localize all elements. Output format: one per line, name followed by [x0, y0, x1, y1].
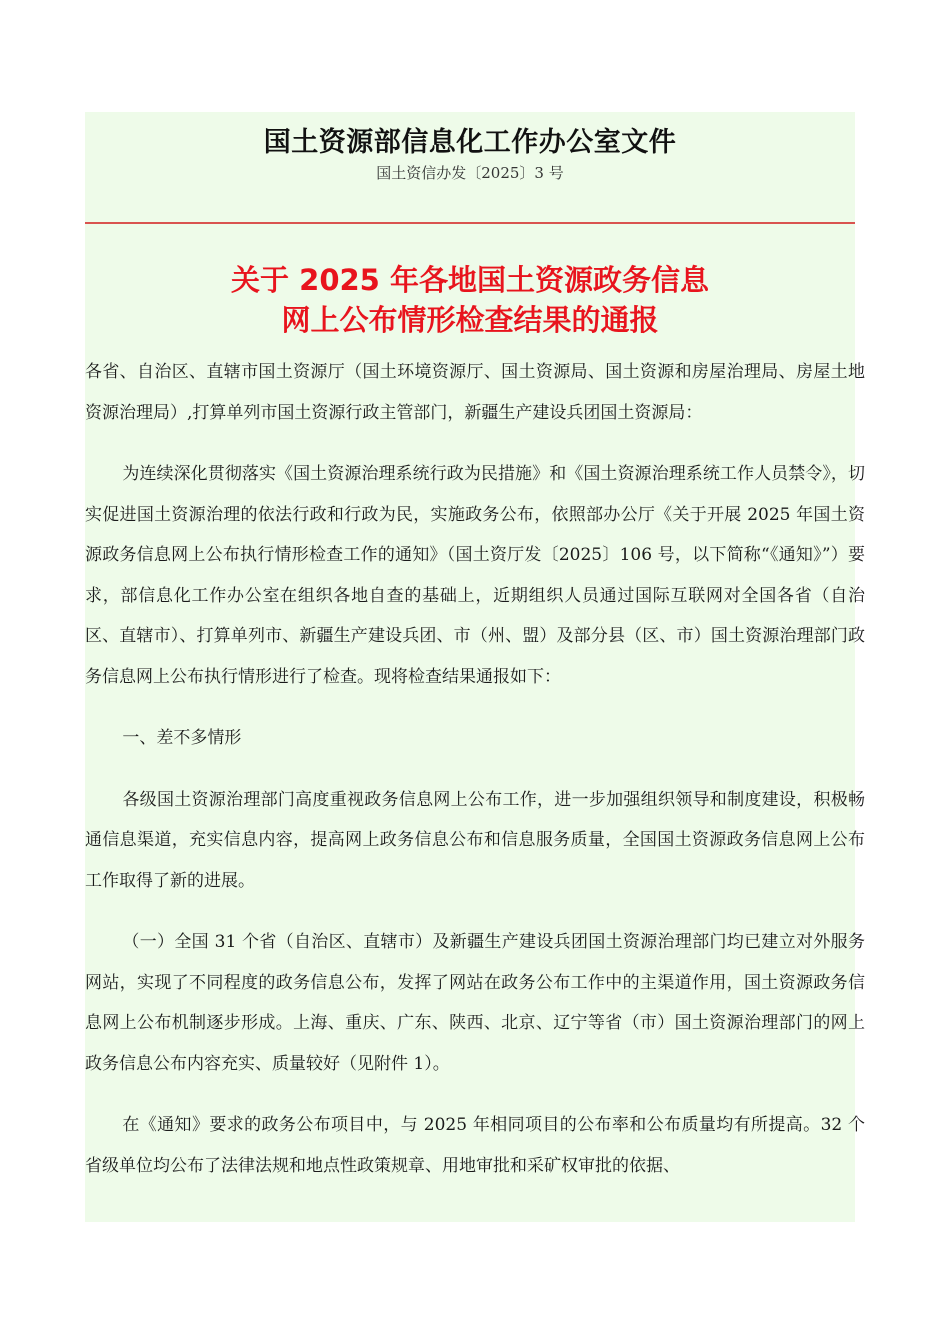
document-issuer-title: 国土资源部信息化工作办公室文件: [263, 127, 677, 158]
body-paragraph-4: 在《通知》要求的政务公布项目中，与 2025 年相同项目的公布率和公布质量均有所提高。32 个省级单位均公布了法律法规和地点性政策规章、用地审批和采矿权审批的依据、: [85, 1115, 865, 1176]
section-heading-1: 一、差不多情形: [122, 728, 242, 748]
red-divider-rule: [85, 222, 855, 224]
body-paragraph-3: （一）全国 31 个省（自治区、直辖市）及新疆生产建设兵团国土资源治理部门均已建立对外服务网站，实现了不同程度的政务信息公布，发挥了网站在政务公布工作中的主渠道作用，国土资源政务信息网上公布机制逐步形成。上海、重庆、广东、陕西、北京、辽宁等省（市）国土资源治理部门的网上政务信息公布内容充实、质量较好（见附件 1）。: [85, 932, 865, 1074]
notice-headline: [85, 260, 855, 340]
document-page: [85, 112, 865, 1222]
body-paragraph-2: 各级国土资源治理部门高度重视政务信息网上公布工作，进一步加强组织领导和制度建设，积极畅通信息渠道，充实信息内容，提高网上政务信息公布和信息服务质量，全国国土资源政务信息网上公布工作取得了新的进展。: [85, 789, 865, 891]
headline-line-2: 网上公布情形检查结果的通报: [281, 303, 659, 337]
headline-line-1: 关于 2025 年各地国土资源政务信息: [231, 263, 709, 297]
document-number: 国土资信办发〔2025〕3 号: [376, 164, 564, 182]
addressee-paragraph: 各省、自治区、直辖市国土资源厅（国土环境资源厅、国土资源局、国土资源和房屋治理局、房屋土地资源治理局）,打算单列市国土资源行政主管部门，新疆生产建设兵团国土资源局：: [85, 362, 865, 423]
body-paragraph-1: 为连续深化贯彻落实《国土资源治理系统行政为民措施》和《国土资源治理系统工作人员禁令》，切实促进国土资源治理的依法行政和行政为民，实施政务公布，依照部办公厅《关于开展 2025 年国土资源政务信息网上公布执行情形检查工作的通知》（国土资厅发〔2025〕106 号，以下简称“《通知》”）要求，部信息化工作办公室在组织各地自查的基础上，近期组织人员通过国际互联网对全国各省（自治区、直辖市）、打算单列市、新疆生产建设兵团、市（州、盟）及部分县（区、市）国土资源治理部门政务信息网上公布执行情形进行了检查。现将检查结果通报如下：: [85, 464, 865, 687]
document-body: [85, 352, 865, 1186]
